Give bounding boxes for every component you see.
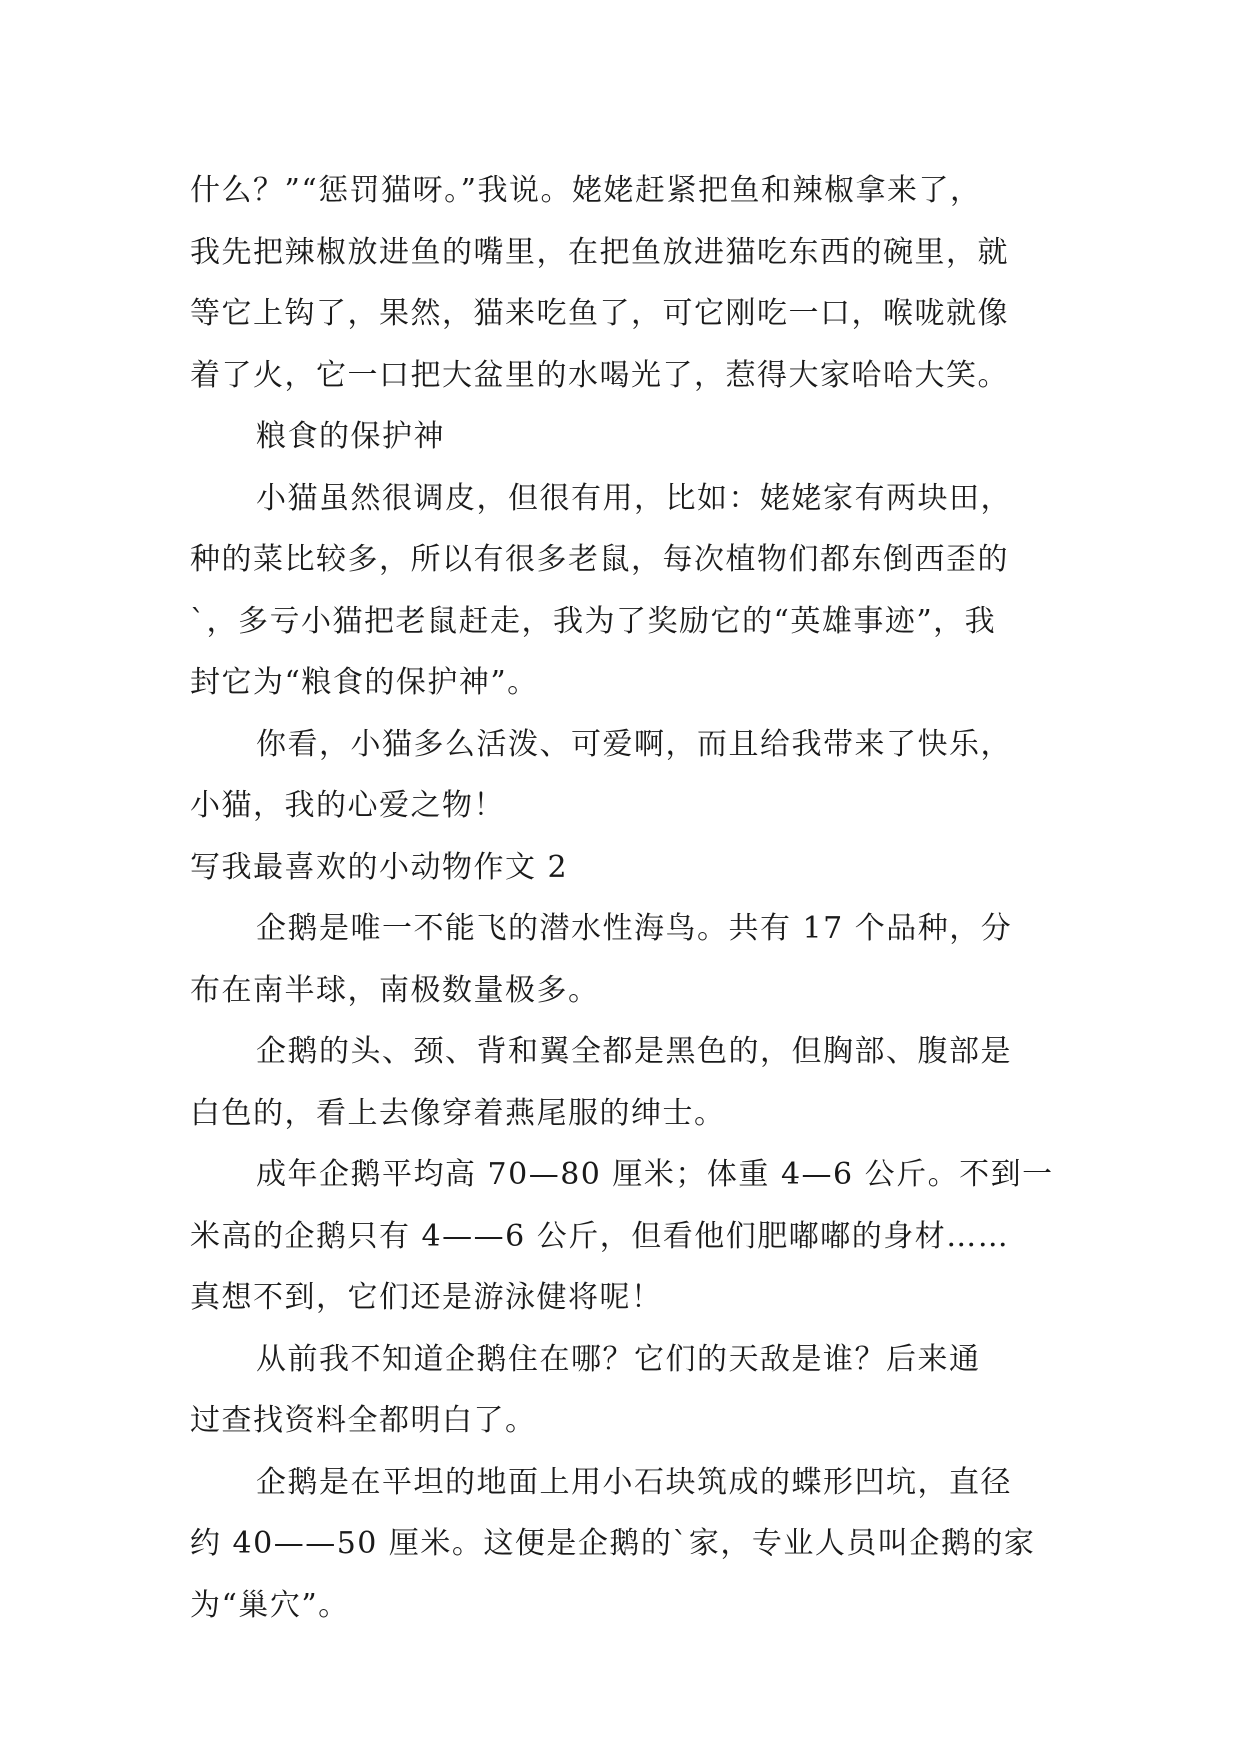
essay-title: 写我最喜欢的小动物作文 2	[190, 849, 569, 885]
text-line: `，多亏小猫把老鼠赶走，我为了奖励它的“英雄事迹”，我	[190, 603, 997, 639]
text-line: 白色的，看上去像穿着燕尾服的绅士。	[190, 1095, 726, 1131]
text-line: 种的菜比较多，所以有很多老鼠，每次植物们都东倒西歪的	[190, 542, 1009, 577]
text-line: 布在南半球，南极数量极多。	[190, 972, 600, 1008]
text-line: 封它为“粮食的保护神”。	[190, 665, 539, 700]
text-line: 我先把辣椒放进鱼的嘴里，在把鱼放进猫吃东西的碗里，就	[190, 234, 1009, 270]
text-line: 你看，小猫多么活泼、可爱啊，而且给我带来了快乐，	[256, 726, 1012, 762]
text-line: 企鹅是唯一不能飞的潜水性海鸟。共有 17 个品种，分	[256, 911, 1013, 946]
text-line: 成年企鹅平均高 70—80 厘米；体重 4—6 公斤。不到一	[256, 1157, 1054, 1192]
text-line: 等它上钩了，果然，猫来吃鱼了，可它刚吃一口，喉咙就像	[190, 296, 1009, 331]
text-line: 小猫，我的心爱之物！	[190, 788, 505, 823]
text-line: 着了火，它一口把大盆里的水喝光了，惹得大家哈哈大笑。	[190, 357, 1009, 393]
section-heading: 粮食的保护神	[256, 419, 445, 454]
text-line: 什么？”“惩罚猫呀。”我说。姥姥赶紧把鱼和辣椒拿来了，	[190, 173, 982, 208]
text-line: 从前我不知道企鹅住在哪？它们的天敌是谁？后来通	[256, 1341, 981, 1377]
text-line: 企鹅是在平坦的地面上用小石块筑成的蝶形凹坑，直径	[256, 1464, 1012, 1500]
text-line: 米高的企鹅只有 4——6 公斤，但看他们肥嘟嘟的身材……	[190, 1218, 1010, 1254]
text-line: 企鹅的头、颈、背和翼全都是黑色的，但胸部、腹部是	[256, 1034, 1012, 1069]
text-line: 约 40——50 厘米。这便是企鹅的`家，专业人员叫企鹅的家	[190, 1526, 1036, 1561]
document-body	[190, 160, 1070, 1636]
text-line: 真想不到，它们还是游泳健将呢！	[190, 1280, 663, 1315]
text-line: 小猫虽然很调皮，但很有用，比如：姥姥家有两块田，	[256, 480, 1012, 516]
text-line: 为“巢穴”。	[190, 1587, 350, 1623]
text-line: 过查找资料全都明白了。	[190, 1403, 537, 1438]
